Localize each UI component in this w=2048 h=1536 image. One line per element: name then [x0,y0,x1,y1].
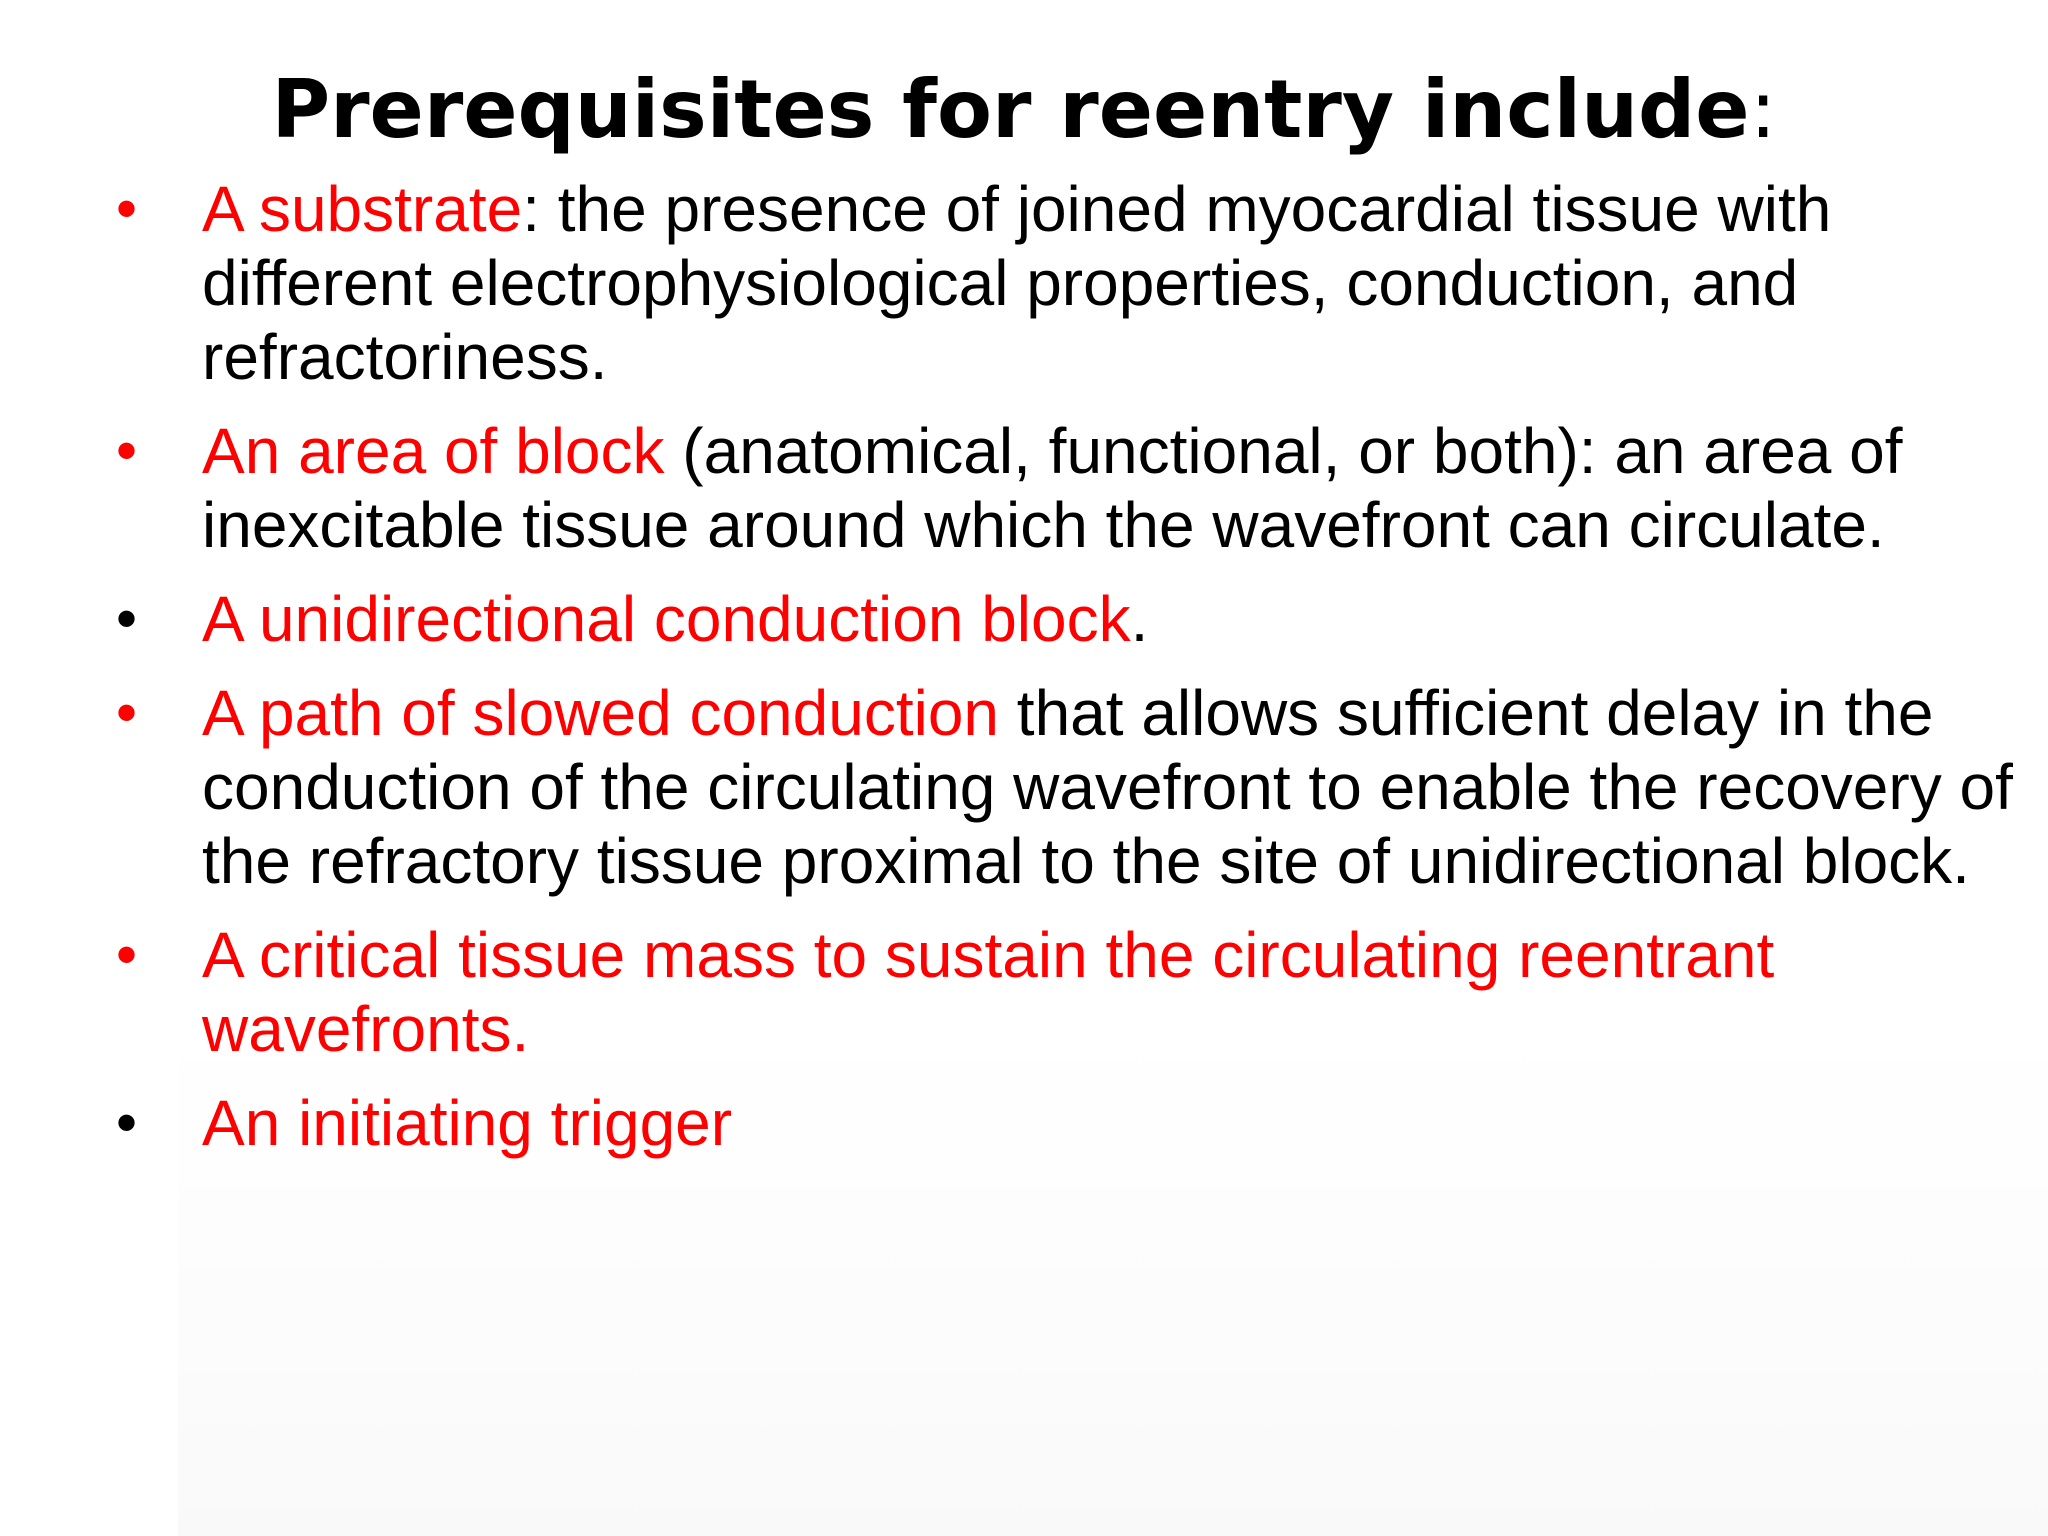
bullet-lead: A critical tissue mass to sustain the circulating reentrant wavefronts. [202,919,1775,1065]
bullet-item [116,414,2016,562]
bullet-item [116,918,2016,1066]
slide-title-colon: : [1749,63,1777,156]
bullet-item [116,1086,2016,1160]
slide-title [0,60,2048,160]
bullet-lead: A unidirectional conduction block [202,583,1131,655]
bullet-dot-icon: • [116,175,138,242]
bullet-dot-icon: • [116,417,138,484]
bullet-dot-icon: • [116,585,138,652]
bullet-dot-icon: • [116,921,138,988]
bullet-lead: An area of block [202,415,665,487]
bullet-text: : the presence of joined myocardial tissue with different electrophysiological properties, conduction, and refractoriness. [202,173,1832,393]
bullet-dot-icon: • [116,679,138,746]
bullet-lead: A substrate [202,173,523,245]
bullet-text: (anatomical, functional, or both): an area of inexcitable tissue around which the wavefront can circulate. [202,415,1903,561]
bullet-lead: An initiating trigger [202,1087,733,1159]
bullet-dot-icon: • [116,1089,138,1156]
bullet-item [116,582,2016,656]
bullet-list [116,172,2016,1180]
bullet-text: that allows sufficient delay in the conduction of the circulating wavefront to enable the recovery of the refractory tissue proximal to the site of unidirectional block. [202,677,2013,897]
bullet-lead: A path of slowed conduction [202,677,999,749]
slide-title-text: Prerequisites for reentry include [271,63,1750,156]
bullet-item [116,676,2016,898]
bullet-text: . [1130,583,1149,655]
bullet-item [116,172,2016,394]
